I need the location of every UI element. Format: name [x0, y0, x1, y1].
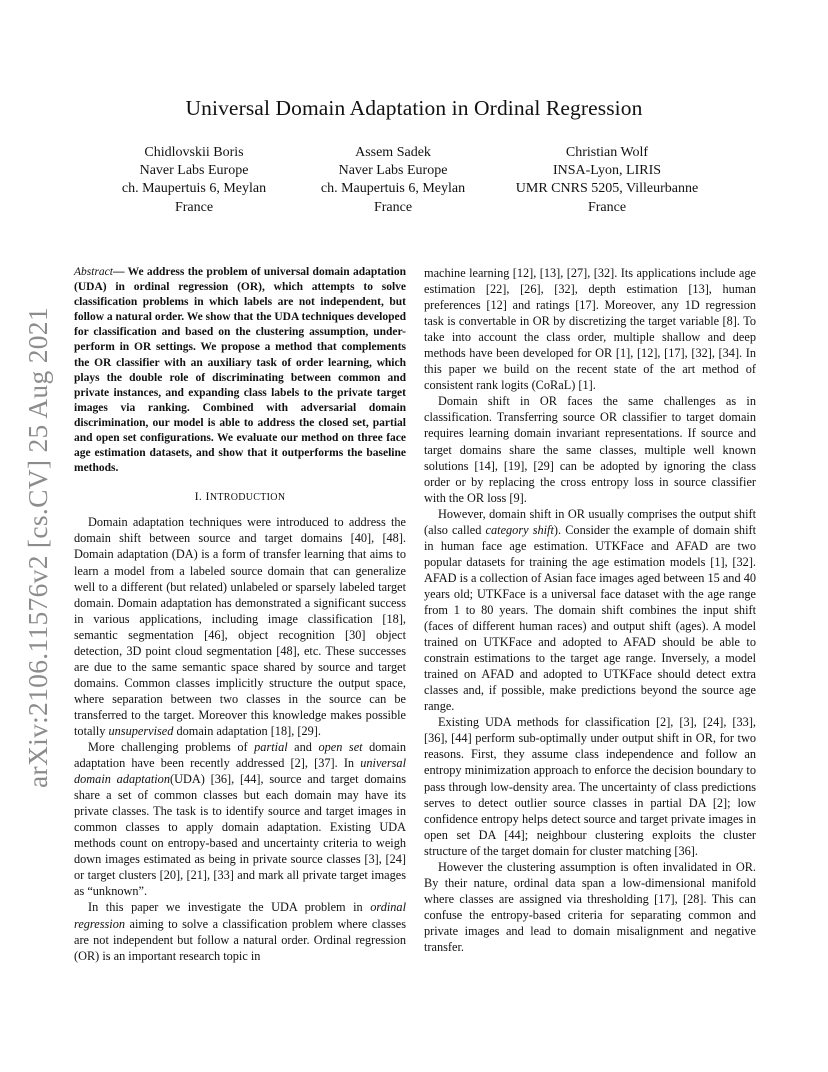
- author-country: France: [587, 199, 627, 215]
- abstract-text: — We address the problem of universal domain adaptation (UDA) in ordinal regression (OR), which attempts to solve classification problems in which labels are not independent, but follow a natural order. We show that the UDA techniques developed for classification and based on the clustering assumption, under-perform in OR settings. We propose a method that complements the OR classifier with an auxiliary task of order learning, which plays the double role of discriminating between common and private instances, and expanding class labels to the private target images via ranking. Combined with adversarial domain discrimination, our model is able to address the closed set, partial and open set configurations. We evaluate our method on three face age estimation datasets, and show that it outperforms the baseline methods.: [74, 266, 406, 475]
- abstract-label: Abstract: [74, 266, 113, 278]
- emphasis-text: universal domain adaptation: [74, 756, 406, 787]
- abstract: [74, 265, 406, 476]
- author-name: Christian Wolf: [565, 145, 649, 160]
- author-affiliation: INSA-Lyon, LIRIS: [552, 163, 662, 179]
- author-country: France: [174, 199, 214, 215]
- paragraph: [74, 739, 406, 899]
- paragraph-text: ). Consider the example of domain shift in human face age estimation. UTKFace and AFAD are two popular datasets for training the age estimation models [1], [32]. AFAD is a collection of Asian face images aged between 15 and 40 years old; UTKFace is a universal face dataset with the age range from 1 to 80 years. The domain shift combines the input shift (faces of different human races) and output shift (ages). A model trained on UTKFace and adopted to AFAD should be able to constrain estimations to the target age range. Inversely, a model trained on AFAD and adopted to UTKFace should detect extra classes and, if possible, make predictions beyond the source age range.: [424, 522, 756, 714]
- section-heading-introduction: [74, 488, 406, 506]
- paragraph: [424, 506, 756, 715]
- author-name: Chidlovskii Boris: [144, 145, 244, 160]
- paragraph: Existing UDA methods for classification [2], [3], [24], [33], [36], [44] perform sub-optimally under output shift in OR, for two reasons. First, they assume class independence and follow an entropy minimization approach to enforce the decision boundary to pass through low-density area. The uncertainty of class predictions serves to detect outlier source classes in partial DA [2]; low confidence entropy helps detect source and target private images in open set DA [44]; neighbour clustering exploits the cluster structure of the target domain for cluster matching [36].: [424, 715, 756, 858]
- section-number: I.: [194, 489, 206, 504]
- paragraph-text: In this paper we investigate the UDA problem in: [88, 900, 371, 915]
- section-title-rest: NTRODUCTION: [209, 492, 286, 504]
- author-affiliation: Naver Labs Europe: [338, 163, 448, 179]
- emphasis-text: ordinal regression: [74, 900, 406, 931]
- paragraph-text: domain adaptation [18], [29].: [173, 723, 321, 738]
- emphasis-text: unsupervised: [108, 723, 174, 738]
- paragraph-text: Domain adaptation techniques were introduced to address the domain shift between source and target domains [40], [48]. Domain adaptation (DA) is a form of transfer learning that aims to learn a model from a labeled source domain that can generalize well to a different (but related) unlabeled or sparsely labeled target domain. Domain adaptation has demonstrated a significant success in various applications, including image classification [18], semantic segmentation [46], object recognition [30] object detection, 3D point cloud segmentation [48], etc. These successes are due to the same semantic space shared by source and target domains. Common classes implicitly structure the output space, where separation between two classes in the source can be transferred to the target. Moreover this knowledge makes possible totally: [74, 515, 406, 738]
- author-block-1: [104, 144, 284, 217]
- author-name: Assem Sadek: [355, 145, 431, 160]
- paragraph-text: and: [287, 740, 319, 755]
- paragraph-text: However, domain shift in OR usually comprises the output shift (also called: [424, 506, 756, 537]
- author-country: France: [373, 199, 413, 215]
- paper-title: Universal Domain Adaptation in Ordinal Regression: [185, 96, 643, 120]
- author-block-2: [303, 144, 483, 217]
- author-address: UMR CNRS 5205, Villeurbanne: [515, 181, 699, 197]
- paragraph: machine learning [12], [13], [27], [32]. Its applications include age estimation [22], [26], [32], depth estimation [13], human preferences [12] and ratings [17]. Moreover, any 1D regression task is convertable in OR by discretizing the target variable [8]. To take into account the class order, multiple shallow and deep methods have been developed for OR [1], [12], [17], [32], [34]. In this paper we build on the recent state of the art method of consistent rank logits (CoRaL) [1].: [424, 266, 756, 393]
- paragraph: [74, 899, 406, 963]
- right-column: [424, 265, 756, 955]
- paragraph: However the clustering assumption is often invalidated in OR. By their nature, ordinal data span a low-dimensional manifold where classes are assigned via thresholding [17], [28]. This can confuse the entropy-based criteria for separating common and private images and lead to domain misalignment and negative transfer.: [424, 859, 756, 954]
- section-initial: I: [205, 489, 210, 504]
- emphasis-text: partial: [254, 740, 288, 755]
- author-address: ch. Maupertuis 6, Meylan: [320, 181, 466, 197]
- paragraph: [74, 514, 406, 739]
- paragraph-text: domain adaptation have been recently addressed [2], [37]. In: [74, 740, 406, 771]
- arxiv-identifier: arXiv:2106.11576v2 [cs.CV] 25 Aug 2021: [22, 307, 53, 788]
- paragraph: Domain shift in OR faces the same challenges as in classification. Transferring source OR classifier to target domain requires learning domain invariant representations. If source and target domains share the same classes, multiple well known solutions [14], [19], [29] can be adopted by ignoring the class order or by replacing the cross entropy loss in source classifier with the OR loss [9].: [424, 394, 756, 505]
- author-affiliation: Naver Labs Europe: [139, 163, 249, 179]
- emphasis-text: category shift: [485, 522, 554, 537]
- author-block-3: [507, 144, 707, 217]
- author-address: ch. Maupertuis 6, Meylan: [121, 181, 267, 197]
- left-column: [74, 265, 406, 964]
- paragraph-text: More challenging problems of: [88, 740, 255, 755]
- paragraph-text: aiming to solve a classification problem where classes are not independent but follow a natural order. Ordinal regression (OR) is an important research topic in: [74, 916, 406, 963]
- paragraph-text: (UDA) [36], [44], source and target domains share a set of common classes but each domain may have its private classes. The task is to identify source and target images in common classes to apply domain adaptation. Existing UDA methods count on entropy-based and uncertainty criteria to weigh down images estimated as being in private source classes [3], [24] or target clusters [20], [21], [33] and mark all private target images as “unknown”.: [74, 772, 406, 899]
- emphasis-text: open set: [318, 740, 363, 755]
